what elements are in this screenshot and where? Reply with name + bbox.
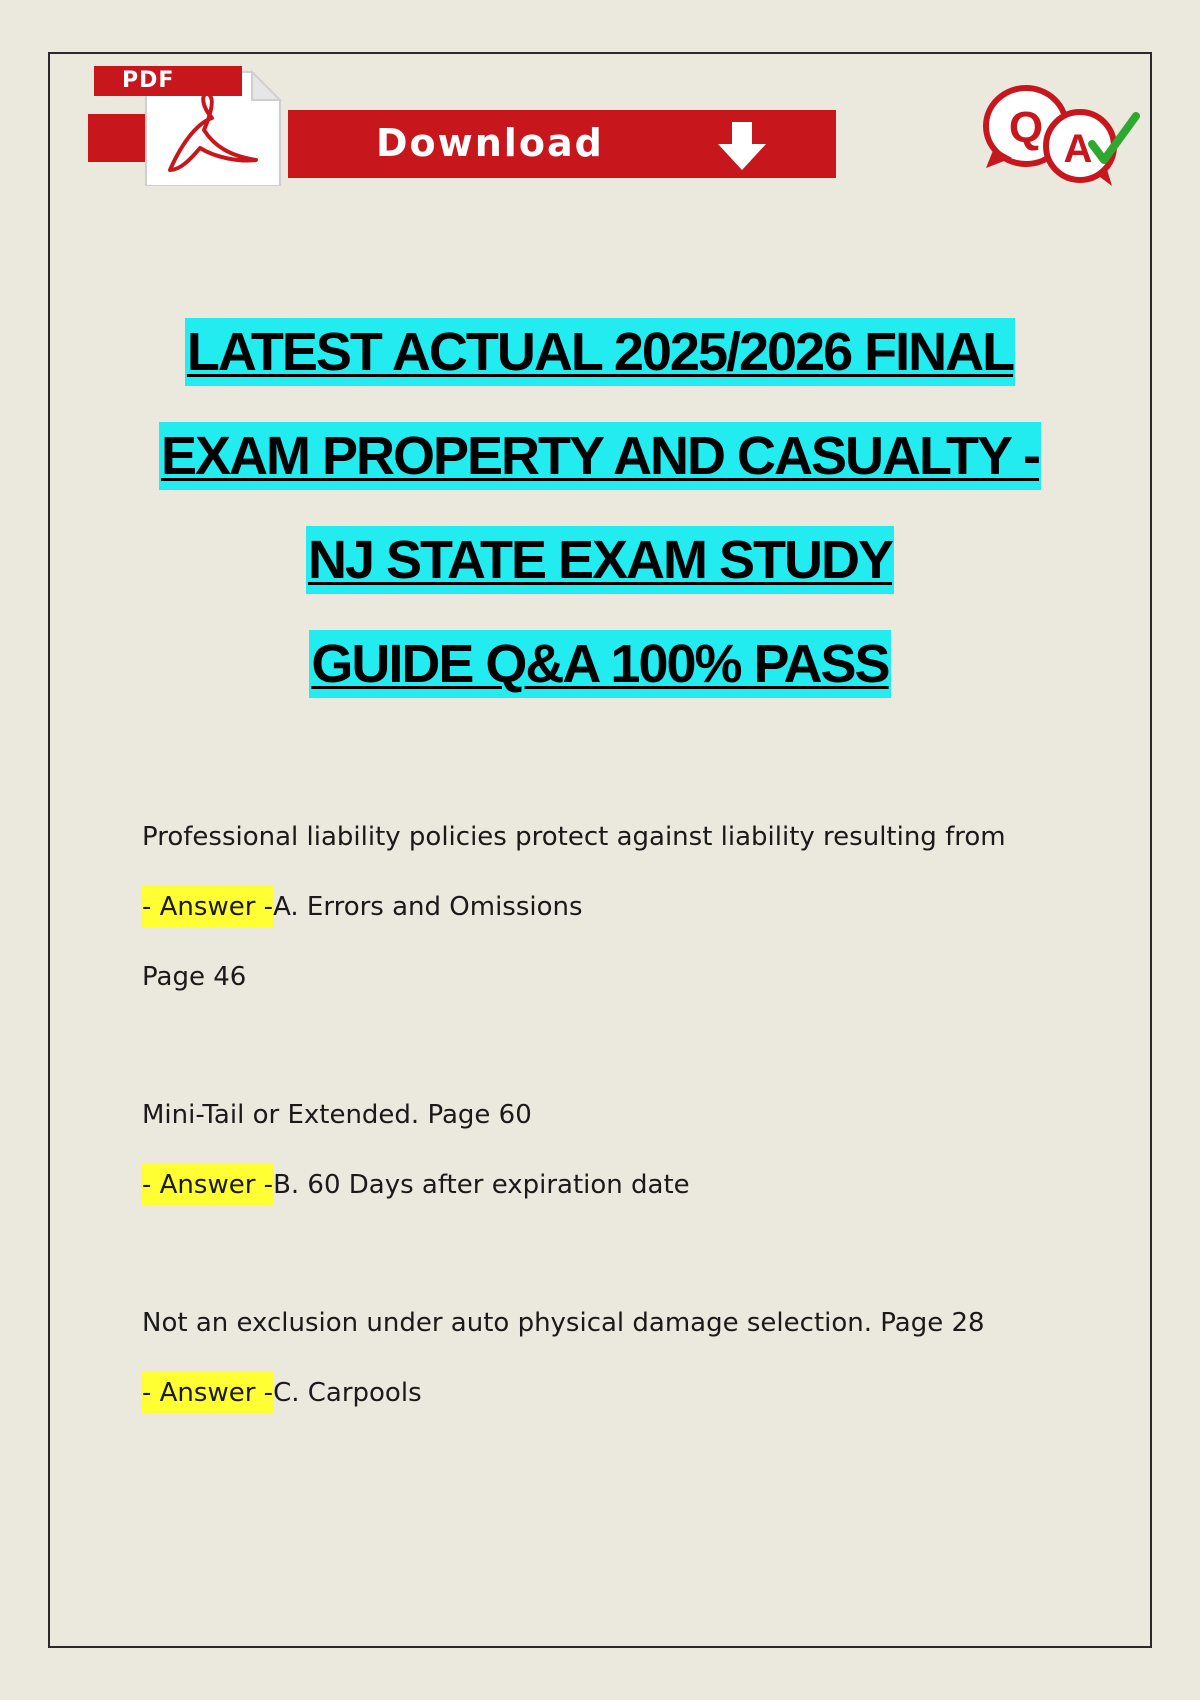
banner-bar-left — [88, 114, 148, 162]
question-text: Mini-Tail or Extended. Page 60 — [142, 1100, 532, 1130]
answer-text: B. 60 Days after expiration date — [273, 1170, 690, 1200]
pdf-label: PDF — [94, 66, 242, 96]
answer-marker: - Answer - — [142, 1372, 273, 1414]
download-banner[interactable] — [88, 64, 836, 186]
answer-line — [142, 1160, 1102, 1230]
answer-line — [142, 882, 1102, 952]
page-note: Page 46 — [142, 962, 247, 992]
answer-text: C. Carpools — [273, 1378, 422, 1408]
answer-text: A. Errors and Omissions — [273, 892, 583, 922]
qa-item — [142, 1298, 1102, 1438]
title-line-text: LATEST ACTUAL 2025/2026 FINAL — [185, 318, 1015, 386]
answer-marker: - Answer - — [142, 886, 273, 928]
question-text: Professional liability policies protect against liability resulting from — [142, 822, 1006, 852]
title-line-text: NJ STATE EXAM STUDY — [306, 526, 894, 594]
download-label[interactable]: Download — [376, 121, 604, 165]
title-line — [60, 422, 1140, 526]
title-line-text: GUIDE Q&A 100% PASS — [309, 630, 890, 698]
title-line — [60, 318, 1140, 422]
logo-a-letter: A — [1063, 127, 1093, 171]
question-text: Not an exclusion under auto physical damage selection. Page 28 — [142, 1308, 985, 1338]
qa-item — [142, 812, 1102, 1022]
answer-line — [142, 1368, 1102, 1438]
a-bubble — [1046, 112, 1114, 186]
answer-marker: - Answer - — [142, 1164, 273, 1206]
logo-q-letter: Q — [1008, 103, 1044, 152]
title-line-text: EXAM PROPERTY AND CASUALTY - — [159, 422, 1041, 490]
document-title — [60, 318, 1140, 734]
qa-item — [142, 1090, 1102, 1230]
arrow-down-icon — [714, 120, 770, 172]
title-line — [60, 630, 1140, 734]
qa-list — [142, 812, 1102, 1506]
qa-logo — [980, 82, 1140, 188]
title-line — [60, 526, 1140, 630]
